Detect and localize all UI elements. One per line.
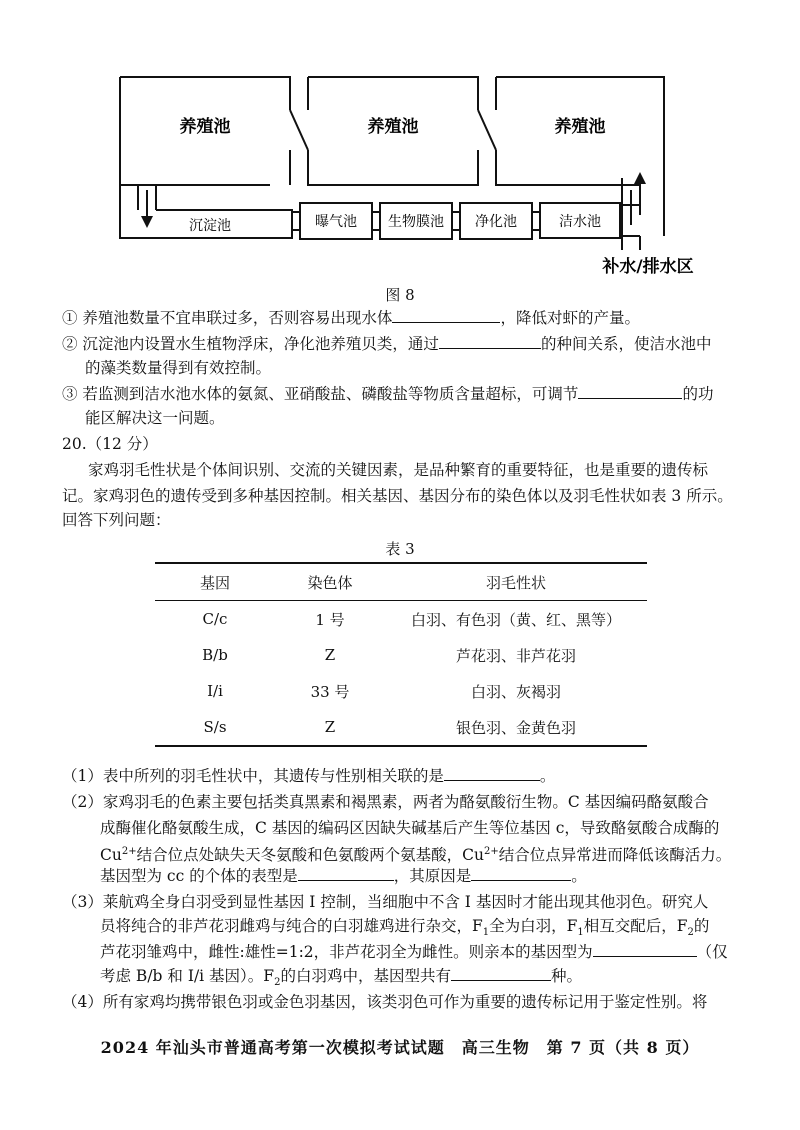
header-chromosome: 染色体 — [275, 563, 385, 601]
cell-chromosome: 1 号 — [315, 610, 345, 629]
q19-item-3: ③ 若监测到洁水池水体的氨氮、亚硝酸盐、磷酸盐等物质含量超标，可调节 的功 — [62, 385, 714, 403]
cell-trait: 银色羽、金黄色羽 — [385, 709, 647, 746]
cell-trait: 白羽、灰褐羽 — [470, 682, 561, 701]
answer-blank[interactable] — [298, 865, 394, 881]
water-zone-label: 补水/排水区 — [602, 257, 694, 277]
cell-gene: B/b — [202, 646, 228, 664]
cell-chromosome: 33 号 — [310, 682, 350, 701]
table-row — [155, 601, 647, 638]
cell-gene: C/c — [202, 610, 228, 628]
cell-chromosome: Z — [275, 709, 385, 746]
q19-item-3-cont: 能区解决这一问题。 — [85, 409, 225, 427]
table-header-row — [155, 563, 647, 601]
aquaculture-system-diagram — [0, 0, 800, 285]
cell-gene: S/s — [155, 709, 275, 746]
q20-intro-1: 家鸡羽毛性状是个体间识别、交流的关键因素，是品种繁育的重要特征，也是重要的遗传标 — [88, 461, 709, 479]
header-gene: 基因 — [155, 563, 275, 601]
gene-table — [155, 562, 647, 747]
table-row — [155, 637, 647, 673]
q20-part-1: （1）表中所列的羽毛性状中，其遗传与性别相关联的是 。 — [62, 767, 556, 785]
q20-header: 20.（12 分） — [62, 435, 158, 453]
answer-blank[interactable] — [471, 865, 571, 881]
answer-blank[interactable] — [444, 765, 540, 781]
table-row — [155, 709, 647, 746]
table-row — [155, 673, 647, 709]
biofilm-label: 生物膜池 — [388, 214, 444, 230]
answer-blank[interactable] — [451, 965, 551, 981]
cell-trait: 芦花羽、非芦花羽 — [455, 646, 576, 665]
q20-intro-3: 回答下列问题： — [62, 511, 171, 529]
answer-blank[interactable] — [593, 941, 697, 957]
figure-caption: 图 8 — [385, 286, 415, 304]
q20-part-3-line-4: 考虑 B/b 和 I/i 基因）。$F_2$的白羽鸡中，基因型共有 种。 — [100, 967, 582, 989]
aeration-label: 曝气池 — [315, 214, 357, 230]
q20-part-2-line-4: 基因型为 cc 的个体的表型是 ，其原因是 。 — [100, 867, 587, 885]
q20-part-3-line-2: 员将纯合的非芦花羽雌鸡与纯合的白羽雄鸡进行杂交，$F_1$全为白羽，$F_1$相互交配后，$F_2$的 — [100, 917, 710, 939]
pond-3-label: 养殖池 — [554, 117, 606, 137]
header-trait: 羽毛性状 — [385, 563, 647, 601]
q20-part-3-line-3: 芦花羽雏鸡中，雌性:雄性=1:2，非芦花羽全为雌性。则亲本的基因型为 （仅 — [100, 943, 728, 961]
q20-part-4-line-1: （4）所有家鸡均携带银色羽或金色羽基因，该类羽色可作为重要的遗传标记用于鉴定性别。将 — [62, 993, 708, 1011]
q19-item-2: ② 沉淀池内设置水生植物浮床，净化池养殖贝类，通过 的种间关系，使洁水池中 — [62, 335, 712, 353]
q20-part-2-line-1: （2）家鸡羽毛的色素主要包括类真黑素和褐黑素，两者为酪氨酸衍生物。C 基因编码酪氨酸合 — [62, 793, 709, 811]
cell-gene: I/i — [207, 682, 223, 700]
q20-part-2-line-2: 成酶催化酪氨酸生成，C 基因的编码区因缺失碱基后产生等位基因 c，导致酪氨酸合成酶的 — [100, 819, 720, 837]
pond-2-label: 养殖池 — [367, 117, 419, 137]
sedimentation-label: 沉淀池 — [189, 218, 231, 234]
purification-label: 净化池 — [475, 214, 517, 230]
cell-chromosome: Z — [324, 646, 336, 664]
answer-blank[interactable] — [578, 383, 682, 399]
q19-item-1: ① 养殖池数量不宜串联过多，否则容易出现水体 ，降低对虾的产量。 — [62, 309, 640, 327]
q20-part-3-line-1: （3）莱航鸡全身白羽受到显性基因 I 控制，当细胞中不含 I 基因时才能出现其他羽色。研究人 — [62, 893, 709, 911]
q20-intro-2: 记。家鸡羽色的遗传受到多种基因控制。相关基因、基因分布的染色体以及羽毛性状如表 3 所示。 — [62, 487, 733, 505]
q19-item-2-cont: 的藻类数量得到有效控制。 — [85, 359, 272, 377]
answer-blank[interactable] — [392, 307, 500, 323]
page-footer: 2024 年汕头市普通高考第一次模拟考试试题 高三生物 第 7 页（共 8 页） — [100, 1038, 700, 1057]
clean-water-label: 洁水池 — [559, 214, 601, 230]
table-title: 表 3 — [385, 540, 415, 558]
pond-1-label: 养殖池 — [179, 117, 231, 137]
answer-blank[interactable] — [439, 333, 541, 349]
cell-trait: 白羽、有色羽（黄、红、黑等） — [410, 610, 621, 629]
q20-part-2-line-3: $Cu^{2+}$结合位点处缺失天冬氨酸和色氨酸两个氨基酸，$Cu^{2+}$结合位点异常进而降低该酶活力。 — [100, 846, 732, 865]
